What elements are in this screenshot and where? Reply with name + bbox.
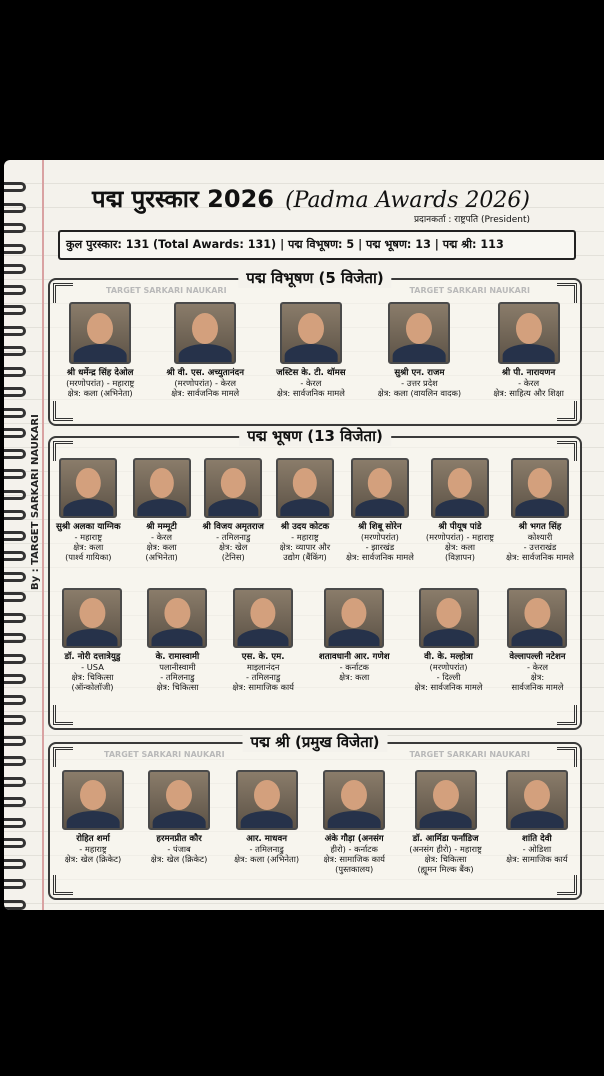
awardee-detail: - ओडिशा [522, 844, 552, 854]
awardee-card [426, 458, 494, 562]
awardee-detail: - USA [81, 662, 104, 672]
awardee-name: वी. के. मल्होत्रा [424, 652, 473, 662]
awardee-detail: क्षेत्र: चिकित्सा [424, 854, 467, 864]
binding-ring [4, 428, 26, 438]
awardee-name: डॉ. आर्मिडा फर्नांडिज [412, 834, 479, 844]
binding-ring [4, 387, 26, 397]
awardee-detail: - महाराष्ट्र [291, 532, 319, 542]
awardee-detail: क्षेत्र: कला [339, 672, 370, 682]
awardee-name: शांति देवी [522, 834, 552, 844]
awardee-detail: (पार्श्व गायिका) [65, 552, 112, 562]
awardee-detail: - तमिलनाडु [216, 532, 251, 542]
awardee-photo [62, 588, 122, 648]
awardee-card [147, 588, 207, 692]
corner-ornament [557, 283, 577, 303]
awardee-detail: क्षेत्र: सामाजिक कार्य [323, 854, 385, 864]
corner-ornament [53, 875, 73, 895]
binding-ring [4, 223, 26, 233]
awardee-detail: क्षेत्र: चिकित्सा [71, 672, 114, 682]
binding-ring [4, 797, 26, 807]
corner-ornament [557, 747, 577, 767]
binding-ring [4, 531, 26, 541]
awardee-card [506, 770, 568, 874]
corner-ornament [53, 747, 73, 767]
awardee-name: श्री मम्मूटी [146, 522, 177, 532]
awardee-card [62, 588, 122, 692]
awardee-photo [280, 302, 342, 364]
people-grid-row2 [50, 588, 580, 692]
binding-ring [4, 182, 26, 192]
awardee-card [506, 458, 574, 562]
awardee-photo [69, 302, 131, 364]
page-title-english: (Padma Awards 2026) [285, 188, 530, 213]
awardee-photo [147, 588, 207, 648]
corner-ornament [557, 875, 577, 895]
binding-ring [4, 900, 26, 910]
awardee-photo [324, 588, 384, 648]
notebook-page [4, 160, 604, 910]
binding-ring [4, 346, 26, 356]
binding-ring [4, 367, 26, 377]
corner-ornament [53, 283, 73, 303]
corner-ornament [557, 401, 577, 421]
awardee-detail: (मरणोपरांत) [429, 662, 468, 672]
awardee-detail: क्षेत्र: खेल [219, 542, 248, 552]
awardee-card [148, 770, 210, 874]
binding-ring [4, 305, 26, 315]
awardee-photo [233, 588, 293, 648]
awardee-name: के. रामास्वामी [155, 652, 200, 662]
awardee-detail: क्षेत्र: सामाजिक कार्य [232, 682, 294, 692]
binding-ring [4, 203, 26, 213]
awardee-photo [507, 588, 567, 648]
awardee-name: श्री शिबू सोरेन [358, 522, 402, 532]
binding-ring [4, 613, 26, 623]
awardee-name: डॉ. नोरी दत्तात्रेयुडु [64, 652, 121, 662]
awardee-detail: (पुस्तकालय) [335, 864, 374, 874]
awardee-photo [415, 770, 477, 830]
awardee-detail: (टेनिस) [221, 552, 245, 562]
awardee-detail: क्षेत्र: कला [146, 542, 177, 552]
awardee-detail: उद्योग (बैंकिंग) [283, 552, 327, 562]
watermark: TARGET SARKARI NAUKARI [409, 750, 530, 759]
awardee-name: सुश्री एन. राजम [394, 368, 445, 378]
awardee-card [323, 770, 385, 874]
section-title: पद्म भूषण (13 विजेता) [239, 426, 391, 446]
awardee-name: श्री धर्मेन्द्र सिंह देओल [66, 368, 134, 378]
binding-ring [4, 592, 26, 602]
awardee-detail: क्षेत्र: सार्वजनिक मामले [276, 388, 345, 398]
awardee-detail: पलानीस्वामी [159, 662, 196, 672]
awardee-detail: क्षेत्र: कला [444, 542, 476, 552]
awardee-detail: - दिल्ली [436, 672, 461, 682]
binding-ring [4, 736, 26, 746]
awardee-name: सुश्री अलका याग्निक [56, 522, 121, 532]
awardee-detail: क्षेत्र: कला (अभिनेता) [67, 388, 133, 398]
awardee-card [234, 770, 299, 874]
awardee-card [346, 458, 414, 562]
awardee-detail: - उत्तर प्रदेश [401, 378, 438, 388]
awardee-photo [498, 302, 560, 364]
awardee-name: श्री उदय कोटक [280, 522, 330, 532]
watermark: TARGET SARKARI NAUKARI [409, 286, 530, 295]
awardee-card [276, 302, 345, 398]
awardee-detail: हीरो) - कर्नाटक [330, 844, 378, 854]
awardee-detail: क्षेत्र: कला (अभिनेता) [234, 854, 300, 864]
corner-ornament [53, 401, 73, 421]
awardee-photo [174, 302, 236, 364]
awardee-name: एस. के. एम. [241, 652, 285, 662]
section-title: पद्म श्री (प्रमुख विजेता) [243, 732, 388, 752]
awardee-name: वेल्लापल्ली नटेशन [509, 652, 566, 662]
awardee-detail: क्षेत्र: खेल (क्रिकेट) [64, 854, 122, 864]
awardee-detail: (विज्ञापन) [444, 552, 475, 562]
awardee-detail: क्षेत्र: सार्वजनिक मामले [506, 552, 574, 562]
awardee-card [276, 458, 334, 562]
awardee-card [507, 588, 567, 692]
binding-ring [4, 674, 26, 684]
binding-ring [4, 838, 26, 848]
awardee-card [66, 302, 134, 398]
awardee-name: श्री पीयूष पांडे [438, 522, 482, 532]
header [92, 182, 584, 215]
awardee-photo [388, 302, 450, 364]
awardee-detail: (मरणोपरांत) - महाराष्ट्र [425, 532, 495, 542]
awardee-detail: - तमिलनाडु [160, 672, 195, 682]
section-vibhushan [48, 269, 582, 426]
binding-ring [4, 490, 26, 500]
awardee-photo [59, 458, 117, 518]
awardee-card [232, 588, 293, 692]
awardee-detail: - केरल [526, 662, 548, 672]
people-grid [50, 302, 580, 398]
awardee-photo [276, 458, 334, 518]
awardee-detail: क्षेत्र: व्यापार और [279, 542, 331, 552]
awardee-photo [431, 458, 489, 518]
awardee-detail: (मरणोपरांत) - केरल [174, 378, 237, 388]
binding-ring [4, 818, 26, 828]
awardee-detail: क्षेत्र: कला [73, 542, 104, 552]
awardee-photo [204, 458, 262, 518]
summary-box: कुल पुरस्कार: 131 (Total Awards: 131) | पद्म विभूषण: 5 | पद्म भूषण: 13 | पद्म श्री: 113 [58, 230, 576, 260]
binding-ring [4, 859, 26, 869]
awardee-detail: (अनसंग हीरो) - महाराष्ट्र [409, 844, 482, 854]
awardee-card [133, 458, 191, 562]
awardee-detail: - उत्तराखंड [523, 542, 557, 552]
awardee-card [62, 770, 124, 874]
binding-ring [4, 695, 26, 705]
awardee-detail: क्षेत्र: सार्वजनिक मामले [414, 682, 483, 692]
awardee-detail: सार्वजनिक मामले [511, 682, 564, 692]
binding-ring [4, 469, 26, 479]
binding-ring [4, 633, 26, 643]
awardee-card [56, 458, 121, 562]
binding-ring [4, 264, 26, 274]
binding-ring [4, 777, 26, 787]
awardee-detail: क्षेत्र: चिकित्सा [156, 682, 199, 692]
awardee-detail: क्षेत्र: साहित्य और शिक्षा [493, 388, 564, 398]
binding-ring [4, 285, 26, 295]
awardee-detail: - झारखंड [365, 542, 395, 552]
awardee-photo [148, 770, 210, 830]
watermark: TARGET SARKARI NAUKARI [104, 750, 225, 759]
watermark: TARGET SARKARI NAUKARI [106, 286, 227, 295]
awardee-photo [62, 770, 124, 830]
awardee-detail: (ऑन्कोलॉजी) [71, 682, 114, 692]
awardee-card [166, 302, 244, 398]
awardee-name: अंके गौड़ा (अनसंग [324, 834, 384, 844]
awardee-detail: क्षेत्र: सार्वजनिक मामले [345, 552, 414, 562]
awardee-card [203, 458, 264, 562]
awardee-photo [419, 588, 479, 648]
awardee-detail: - महाराष्ट्र [79, 844, 107, 854]
awardee-detail: क्षेत्र: [530, 672, 545, 682]
awardee-name: जस्टिस के. टी. थॉमस [276, 368, 346, 378]
people-grid-row1 [50, 458, 580, 562]
awardee-card [319, 588, 390, 692]
awardee-name: श्री पी. नारायणन [501, 368, 556, 378]
awardee-photo [323, 770, 385, 830]
section-shri [48, 733, 582, 900]
awardee-detail: (मरणोपरांत) [360, 532, 399, 542]
awardee-detail: - केरल [151, 532, 173, 542]
presenter-note: प्रदानकर्ता : राष्ट्रपति (President) [413, 215, 530, 225]
awardee-detail: - तमिलनाडु [249, 844, 284, 854]
awardee-detail: - कर्नाटक [339, 662, 369, 672]
binding-ring [4, 551, 26, 561]
binding-ring [4, 244, 26, 254]
binding-ring [4, 449, 26, 459]
binding-ring [4, 715, 26, 725]
binding-ring [4, 326, 26, 336]
awardee-detail: - तमिलनाडु [246, 672, 281, 682]
binding-ring [4, 510, 26, 520]
awardee-name: हरमनप्रीत कौर [156, 834, 202, 844]
binding-ring [4, 408, 26, 418]
section-title: पद्म विभूषण (5 विजेता) [238, 268, 391, 288]
awardee-photo [506, 770, 568, 830]
binding-ring [4, 756, 26, 766]
awardee-detail: - पंजाब [167, 844, 191, 854]
awardee-name: आर. माधवन [246, 834, 287, 844]
awardee-name: श्री विजय अमृतराज [202, 522, 264, 532]
awardee-card [378, 302, 461, 398]
awardee-detail: (मरणोपरांत) - महाराष्ट्र [66, 378, 135, 388]
awardee-photo [133, 458, 191, 518]
awardee-detail: क्षेत्र: खेल (क्रिकेट) [150, 854, 208, 864]
awardee-photo [236, 770, 298, 830]
margin-line [42, 160, 44, 910]
awardee-detail: - केरल [300, 378, 322, 388]
awardee-detail: (अभिनेता) [145, 552, 178, 562]
awardee-detail: क्षेत्र: सामाजिक कार्य [506, 854, 568, 864]
section-bhushan [48, 427, 582, 730]
awardee-name: शतावधानी आर. गणेश [318, 652, 390, 662]
awardee-detail: - केरल [518, 378, 540, 388]
awardee-name: श्री वी. एस. अच्युतानंदन [166, 368, 244, 378]
awardee-name: रोहित शर्मा [76, 834, 110, 844]
awardee-name: श्री भगत सिंह [518, 522, 562, 532]
awardee-detail: (ह्यूमन मिल्क बैंक) [417, 864, 474, 874]
awardee-detail: कोश्यारी [527, 532, 553, 542]
awardee-detail: क्षेत्र: सार्वजनिक मामले [171, 388, 240, 398]
binding-ring [4, 572, 26, 582]
binding-ring [4, 879, 26, 889]
awardee-card [493, 302, 564, 398]
awardee-card [409, 770, 482, 874]
awardee-photo [351, 458, 409, 518]
binding-ring [4, 654, 26, 664]
people-grid [50, 770, 580, 874]
awardee-detail: माइलानंदन [246, 662, 280, 672]
awardee-detail: क्षेत्र: कला (वायलिन वादक) [377, 388, 462, 398]
corner-ornament [557, 705, 577, 725]
awardee-photo [511, 458, 569, 518]
byline: By : TARGET SARKARI NAUKARI [30, 414, 41, 590]
awardee-card [415, 588, 483, 692]
corner-ornament [53, 705, 73, 725]
awardee-detail: - महाराष्ट्र [74, 532, 103, 542]
page-title-hindi: पद्म पुरस्कार 2026 [92, 185, 274, 213]
